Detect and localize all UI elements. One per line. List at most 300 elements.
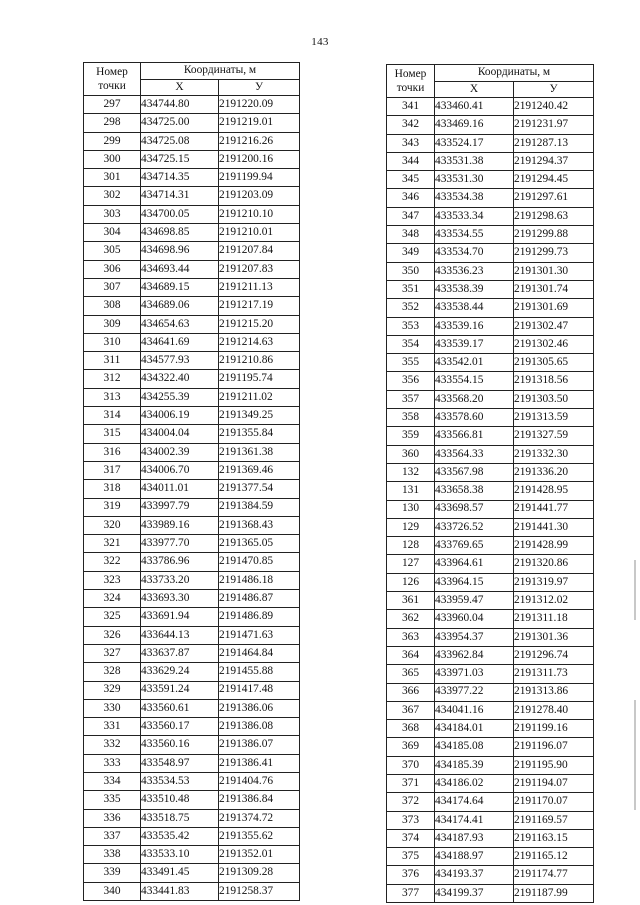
table-row (84, 736, 300, 754)
table-row (387, 98, 594, 116)
y-header: У (514, 81, 594, 98)
x-coordinate-cell: 433997.79 (141, 498, 219, 516)
table-row (387, 427, 594, 445)
point-number-cell: 372 (387, 793, 435, 811)
y-coordinate-cell: 2191486.89 (219, 608, 300, 626)
y-coordinate-cell: 2191299.73 (514, 244, 594, 262)
table-row (387, 244, 594, 262)
x-coordinate-cell: 433591.24 (141, 681, 219, 699)
point-number-cell: 368 (387, 720, 435, 738)
y-header: У (219, 79, 300, 96)
y-coordinate-cell: 2191219.01 (219, 114, 300, 132)
y-coordinate-cell: 2191199.16 (514, 720, 594, 738)
x-coordinate-cell: 433491.45 (141, 864, 219, 882)
point-number-cell: 369 (387, 738, 435, 756)
x-coordinate-cell: 434698.85 (141, 224, 219, 242)
table-row (84, 681, 300, 699)
y-coordinate-cell: 2191294.37 (514, 152, 594, 170)
table-row (84, 407, 300, 425)
x-coordinate-cell: 433568.20 (435, 390, 514, 408)
x-coordinate-cell: 433441.83 (141, 882, 219, 900)
y-coordinate-cell: 2191374.72 (219, 809, 300, 827)
table-row (84, 242, 300, 260)
y-coordinate-cell: 2191384.59 (219, 498, 300, 516)
point-number-cell: 317 (84, 461, 141, 479)
table-row (387, 738, 594, 756)
y-coordinate-cell: 2191470.85 (219, 553, 300, 571)
x-coordinate-cell: 434174.64 (435, 793, 514, 811)
y-coordinate-cell: 2191294.45 (514, 171, 594, 189)
table-row (84, 571, 300, 589)
x-coordinate-cell: 433959.47 (435, 592, 514, 610)
x-coordinate-cell: 434725.15 (141, 150, 219, 168)
point-number-cell: 312 (84, 370, 141, 388)
table-row (387, 573, 594, 591)
table-row (387, 152, 594, 170)
y-coordinate-cell: 2191455.88 (219, 663, 300, 681)
point-number-cell: 318 (84, 480, 141, 498)
y-coordinate-cell: 2191428.99 (514, 537, 594, 555)
point-number-cell: 365 (387, 665, 435, 683)
x-coordinate-cell: 434041.16 (435, 701, 514, 719)
point-number-cell: 359 (387, 427, 435, 445)
point-number-cell: 358 (387, 409, 435, 427)
x-header: X (141, 79, 219, 96)
x-coordinate-cell: 434174.41 (435, 811, 514, 829)
table-row (387, 518, 594, 536)
x-coordinate-cell: 433534.55 (435, 226, 514, 244)
point-number-cell: 367 (387, 701, 435, 719)
x-coordinate-cell: 434006.70 (141, 461, 219, 479)
table-body-right (387, 98, 594, 903)
y-coordinate-cell: 2191303.50 (514, 390, 594, 408)
x-coordinate-cell: 433536.23 (435, 262, 514, 280)
y-coordinate-cell: 2191464.84 (219, 644, 300, 662)
table-row (84, 772, 300, 790)
x-coordinate-cell: 433531.38 (435, 152, 514, 170)
x-coordinate-cell: 433658.38 (435, 482, 514, 500)
table-row (387, 756, 594, 774)
table-row (387, 207, 594, 225)
x-coordinate-cell: 434641.69 (141, 333, 219, 351)
point-number-cell: 348 (387, 226, 435, 244)
x-coordinate-cell: 433538.39 (435, 280, 514, 298)
table-row (387, 134, 594, 152)
x-coordinate-cell: 433769.65 (435, 537, 514, 555)
table-row (387, 774, 594, 792)
x-coordinate-cell: 433977.22 (435, 683, 514, 701)
point-number-cell: 351 (387, 280, 435, 298)
x-coordinate-cell: 434187.93 (435, 829, 514, 847)
x-coordinate-cell: 434185.39 (435, 756, 514, 774)
scan-edge-mark (634, 560, 636, 620)
point-number-cell: 319 (84, 498, 141, 516)
y-coordinate-cell: 2191298.63 (514, 207, 594, 225)
y-coordinate-cell: 2191377.54 (219, 480, 300, 498)
y-coordinate-cell: 2191216.26 (219, 132, 300, 150)
y-coordinate-cell: 2191187.99 (514, 884, 594, 902)
point-number-cell: 336 (84, 809, 141, 827)
y-coordinate-cell: 2191231.97 (514, 116, 594, 134)
x-coordinate-cell: 433629.24 (141, 663, 219, 681)
y-coordinate-cell: 2191441.30 (514, 518, 594, 536)
y-coordinate-cell: 2191196.07 (514, 738, 594, 756)
x-coordinate-cell: 433964.61 (435, 555, 514, 573)
x-coordinate-cell: 433962.84 (435, 646, 514, 664)
y-coordinate-cell: 2191240.42 (514, 98, 594, 116)
point-number-cell: 327 (84, 644, 141, 662)
x-coordinate-cell: 433989.16 (141, 516, 219, 534)
y-coordinate-cell: 2191352.01 (219, 846, 300, 864)
table-row (387, 848, 594, 866)
y-coordinate-cell: 2191217.19 (219, 297, 300, 315)
y-coordinate-cell: 2191207.84 (219, 242, 300, 260)
y-coordinate-cell: 2191404.76 (219, 772, 300, 790)
table-row (84, 791, 300, 809)
x-coordinate-cell: 433531.30 (435, 171, 514, 189)
x-coordinate-cell: 433564.33 (435, 445, 514, 463)
y-coordinate-cell: 2191163.15 (514, 829, 594, 847)
x-coordinate-cell: 433566.81 (435, 427, 514, 445)
point-number-cell: 330 (84, 699, 141, 717)
table-row (387, 793, 594, 811)
x-coordinate-cell: 433539.16 (435, 317, 514, 335)
y-coordinate-cell: 2191211.13 (219, 278, 300, 296)
x-coordinate-cell: 433534.70 (435, 244, 514, 262)
point-number-cell: 297 (84, 96, 141, 114)
x-coordinate-cell: 434698.96 (141, 242, 219, 260)
point-number-cell: 307 (84, 278, 141, 296)
point-number-cell: 371 (387, 774, 435, 792)
table-row (84, 754, 300, 772)
y-coordinate-cell: 2191301.30 (514, 262, 594, 280)
point-number-cell: 375 (387, 848, 435, 866)
table-row (387, 189, 594, 207)
point-number-cell: 300 (84, 150, 141, 168)
x-coordinate-cell: 433726.52 (435, 518, 514, 536)
y-coordinate-cell: 2191428.95 (514, 482, 594, 500)
y-coordinate-cell: 2191313.86 (514, 683, 594, 701)
x-coordinate-cell: 433560.61 (141, 699, 219, 717)
point-number-cell: 132 (387, 463, 435, 481)
table-row (387, 646, 594, 664)
x-coordinate-cell: 433977.70 (141, 535, 219, 553)
table-row (387, 354, 594, 372)
x-coordinate-cell: 434186.02 (435, 774, 514, 792)
y-coordinate-cell: 2191210.01 (219, 224, 300, 242)
table-row (387, 720, 594, 738)
table-row (84, 425, 300, 443)
table-row (84, 352, 300, 370)
table-row (84, 864, 300, 882)
y-coordinate-cell: 2191386.06 (219, 699, 300, 717)
coordinates-header: Координаты, м (435, 65, 594, 82)
point-number-cell: 353 (387, 317, 435, 335)
x-coordinate-cell: 433542.01 (435, 354, 514, 372)
point-number-cell: 341 (387, 98, 435, 116)
y-coordinate-cell: 2191299.88 (514, 226, 594, 244)
table-row (84, 480, 300, 498)
y-coordinate-cell: 2191386.08 (219, 718, 300, 736)
point-number-cell: 363 (387, 628, 435, 646)
y-coordinate-cell: 2191319.97 (514, 573, 594, 591)
x-coordinate-cell: 433538.44 (435, 299, 514, 317)
table-row (84, 827, 300, 845)
table-row (387, 335, 594, 353)
point-number-cell: 339 (84, 864, 141, 882)
point-number-cell: 345 (387, 171, 435, 189)
table-row (387, 226, 594, 244)
point-number-cell: 314 (84, 407, 141, 425)
point-number-cell: 324 (84, 590, 141, 608)
x-coordinate-cell: 433691.94 (141, 608, 219, 626)
point-number-cell: 354 (387, 335, 435, 353)
point-number-cell: 373 (387, 811, 435, 829)
point-number-cell: 127 (387, 555, 435, 573)
y-coordinate-cell: 2191386.84 (219, 791, 300, 809)
point-number-header: Номер точки (84, 63, 141, 96)
x-coordinate-cell: 434185.08 (435, 738, 514, 756)
x-coordinate-cell: 433698.57 (435, 500, 514, 518)
y-coordinate-cell: 2191311.18 (514, 610, 594, 628)
table-row (387, 829, 594, 847)
point-number-cell: 355 (387, 354, 435, 372)
y-coordinate-cell: 2191386.41 (219, 754, 300, 772)
y-coordinate-cell: 2191278.40 (514, 701, 594, 719)
point-number-cell: 338 (84, 846, 141, 864)
point-number-cell: 326 (84, 626, 141, 644)
y-coordinate-cell: 2191194.07 (514, 774, 594, 792)
y-coordinate-cell: 2191296.74 (514, 646, 594, 664)
x-coordinate-cell: 433535.42 (141, 827, 219, 845)
point-number-cell: 376 (387, 866, 435, 884)
y-coordinate-cell: 2191471.63 (219, 626, 300, 644)
table-row (387, 500, 594, 518)
table-row (84, 114, 300, 132)
table-row (387, 665, 594, 683)
x-coordinate-cell: 433510.48 (141, 791, 219, 809)
x-coordinate-cell: 434700.05 (141, 205, 219, 223)
table-row (84, 169, 300, 187)
table-row (84, 315, 300, 333)
table-row (84, 333, 300, 351)
point-number-cell: 329 (84, 681, 141, 699)
y-coordinate-cell: 2191361.38 (219, 443, 300, 461)
point-number-cell: 361 (387, 592, 435, 610)
table-row (84, 516, 300, 534)
table-row (387, 555, 594, 573)
y-coordinate-cell: 2191287.13 (514, 134, 594, 152)
table-row (84, 882, 300, 900)
table-row (387, 262, 594, 280)
y-coordinate-cell: 2191214.63 (219, 333, 300, 351)
y-coordinate-cell: 2191311.73 (514, 665, 594, 683)
x-coordinate-cell: 433554.15 (435, 372, 514, 390)
table-row (84, 535, 300, 553)
point-number-cell: 316 (84, 443, 141, 461)
table-row (84, 260, 300, 278)
point-number-cell: 356 (387, 372, 435, 390)
point-number-cell: 343 (387, 134, 435, 152)
y-coordinate-cell: 2191309.28 (219, 864, 300, 882)
table-row (84, 846, 300, 864)
x-coordinate-cell: 433693.30 (141, 590, 219, 608)
y-coordinate-cell: 2191301.69 (514, 299, 594, 317)
x-coordinate-cell: 433560.17 (141, 718, 219, 736)
y-coordinate-cell: 2191200.16 (219, 150, 300, 168)
scan-edge-mark (634, 700, 636, 810)
point-number-cell: 346 (387, 189, 435, 207)
y-coordinate-cell: 2191313.59 (514, 409, 594, 427)
y-coordinate-cell: 2191211.02 (219, 388, 300, 406)
y-coordinate-cell: 2191215.20 (219, 315, 300, 333)
x-coordinate-cell: 434006.19 (141, 407, 219, 425)
table-row (387, 299, 594, 317)
table-row (84, 809, 300, 827)
y-coordinate-cell: 2191486.87 (219, 590, 300, 608)
x-coordinate-cell: 433560.16 (141, 736, 219, 754)
table-row (84, 297, 300, 315)
x-coordinate-cell: 434199.37 (435, 884, 514, 902)
x-coordinate-cell: 433460.41 (435, 98, 514, 116)
y-coordinate-cell: 2191336.20 (514, 463, 594, 481)
point-number-cell: 299 (84, 132, 141, 150)
y-coordinate-cell: 2191195.90 (514, 756, 594, 774)
x-coordinate-cell: 434002.39 (141, 443, 219, 461)
x-coordinate-cell: 434322.40 (141, 370, 219, 388)
table-row (387, 280, 594, 298)
point-number-cell: 131 (387, 482, 435, 500)
table-row (84, 187, 300, 205)
table-row (84, 150, 300, 168)
y-coordinate-cell: 2191297.61 (514, 189, 594, 207)
table-row (84, 663, 300, 681)
y-coordinate-cell: 2191441.77 (514, 500, 594, 518)
table-row (84, 278, 300, 296)
point-number-cell: 322 (84, 553, 141, 571)
x-coordinate-cell: 433534.38 (435, 189, 514, 207)
y-coordinate-cell: 2191365.05 (219, 535, 300, 553)
point-number-cell: 308 (84, 297, 141, 315)
point-number-cell: 344 (387, 152, 435, 170)
point-number-cell: 321 (84, 535, 141, 553)
coordinates-header: Координаты, м (141, 63, 300, 80)
y-coordinate-cell: 2191169.57 (514, 811, 594, 829)
x-coordinate-cell: 434255.39 (141, 388, 219, 406)
table-row (84, 443, 300, 461)
point-number-cell: 357 (387, 390, 435, 408)
table-row (84, 370, 300, 388)
point-number-cell: 306 (84, 260, 141, 278)
table-body-left (84, 96, 300, 901)
point-number-cell: 129 (387, 518, 435, 536)
table-row (84, 626, 300, 644)
y-coordinate-cell: 2191210.86 (219, 352, 300, 370)
point-number-cell: 332 (84, 736, 141, 754)
point-number-cell: 311 (84, 352, 141, 370)
point-number-cell: 303 (84, 205, 141, 223)
y-coordinate-cell: 2191486.18 (219, 571, 300, 589)
table-row (84, 224, 300, 242)
x-coordinate-cell: 433971.03 (435, 665, 514, 683)
y-coordinate-cell: 2191320.86 (514, 555, 594, 573)
point-number-cell: 335 (84, 791, 141, 809)
x-coordinate-cell: 433539.17 (435, 335, 514, 353)
y-coordinate-cell: 2191199.94 (219, 169, 300, 187)
point-number-cell: 331 (84, 718, 141, 736)
x-coordinate-cell: 433954.37 (435, 628, 514, 646)
table-row (387, 409, 594, 427)
point-number-cell: 364 (387, 646, 435, 664)
table-row (84, 388, 300, 406)
y-coordinate-cell: 2191220.09 (219, 96, 300, 114)
x-coordinate-cell: 433964.15 (435, 573, 514, 591)
x-coordinate-cell: 433786.96 (141, 553, 219, 571)
y-coordinate-cell: 2191207.83 (219, 260, 300, 278)
point-number-cell: 313 (84, 388, 141, 406)
y-coordinate-cell: 2191165.12 (514, 848, 594, 866)
point-number-cell: 301 (84, 169, 141, 187)
x-coordinate-cell: 434725.08 (141, 132, 219, 150)
point-number-cell: 325 (84, 608, 141, 626)
y-coordinate-cell: 2191349.25 (219, 407, 300, 425)
x-coordinate-cell: 434689.06 (141, 297, 219, 315)
point-number-cell: 304 (84, 224, 141, 242)
table-row (387, 482, 594, 500)
point-number-cell: 374 (387, 829, 435, 847)
table-row (387, 463, 594, 481)
point-number-cell: 305 (84, 242, 141, 260)
point-number-header: Номер точки (387, 65, 435, 98)
x-coordinate-cell: 434714.35 (141, 169, 219, 187)
x-coordinate-cell: 434714.31 (141, 187, 219, 205)
x-coordinate-cell: 433533.34 (435, 207, 514, 225)
point-number-cell: 340 (84, 882, 141, 900)
x-coordinate-cell: 433518.75 (141, 809, 219, 827)
table-row (387, 628, 594, 646)
point-number-cell: 309 (84, 315, 141, 333)
point-number-cell: 302 (84, 187, 141, 205)
table-row (84, 96, 300, 114)
y-coordinate-cell: 2191386.07 (219, 736, 300, 754)
point-number-cell: 315 (84, 425, 141, 443)
coordinates-table-right (386, 64, 594, 903)
point-number-cell: 350 (387, 262, 435, 280)
point-number-cell: 333 (84, 754, 141, 772)
table-row (84, 718, 300, 736)
table-row (387, 372, 594, 390)
x-coordinate-cell: 434184.01 (435, 720, 514, 738)
table-row (387, 701, 594, 719)
point-number-cell: 360 (387, 445, 435, 463)
y-coordinate-cell: 2191355.62 (219, 827, 300, 845)
point-number-cell: 128 (387, 537, 435, 555)
y-coordinate-cell: 2191355.84 (219, 425, 300, 443)
y-coordinate-cell: 2191301.36 (514, 628, 594, 646)
table-row (387, 171, 594, 189)
table-row (387, 116, 594, 134)
page-number: 143 (311, 36, 329, 48)
table-row (387, 592, 594, 610)
point-number-cell: 347 (387, 207, 435, 225)
x-coordinate-cell: 434725.00 (141, 114, 219, 132)
table-row (84, 461, 300, 479)
point-number-cell: 334 (84, 772, 141, 790)
point-number-cell: 337 (84, 827, 141, 845)
y-coordinate-cell: 2191258.37 (219, 882, 300, 900)
y-coordinate-cell: 2191368.43 (219, 516, 300, 534)
x-coordinate-cell: 433733.20 (141, 571, 219, 589)
